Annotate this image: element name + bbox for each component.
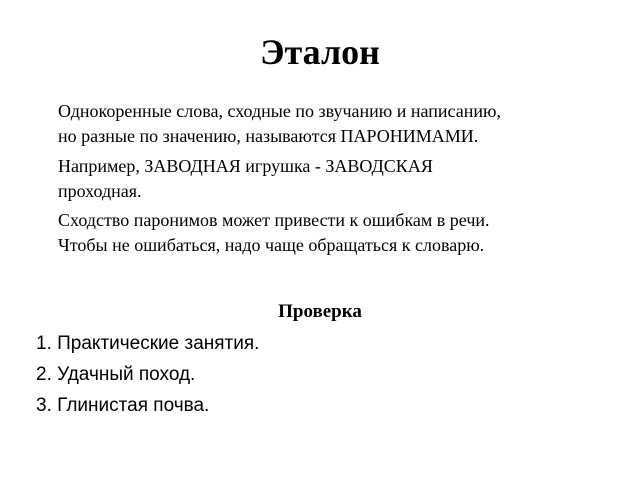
advice-paragraph: Сходство паронимов может привести к ошибкам в речи. Чтобы не ошибаться, надо чаще обращаться к словарю. xyxy=(58,210,490,255)
slide-title: Эталон xyxy=(260,32,380,72)
list-item: 1. Практические занятия. xyxy=(36,333,260,354)
list-item: 3. Глинистая почва. xyxy=(36,395,210,416)
check-heading: Проверка xyxy=(278,301,362,322)
rule-paragraph: Однокоренные слова, сходные по звучанию и написанию, но разные по значению, называются ПАРОНИМАМИ. xyxy=(58,101,501,146)
check-list xyxy=(36,330,259,423)
example-paragraph: Например, ЗАВОДНАЯ игрушка - ЗАВОДСКАЯ проходная. xyxy=(58,156,433,201)
list-item: 2. Удачный поход. xyxy=(36,364,196,385)
